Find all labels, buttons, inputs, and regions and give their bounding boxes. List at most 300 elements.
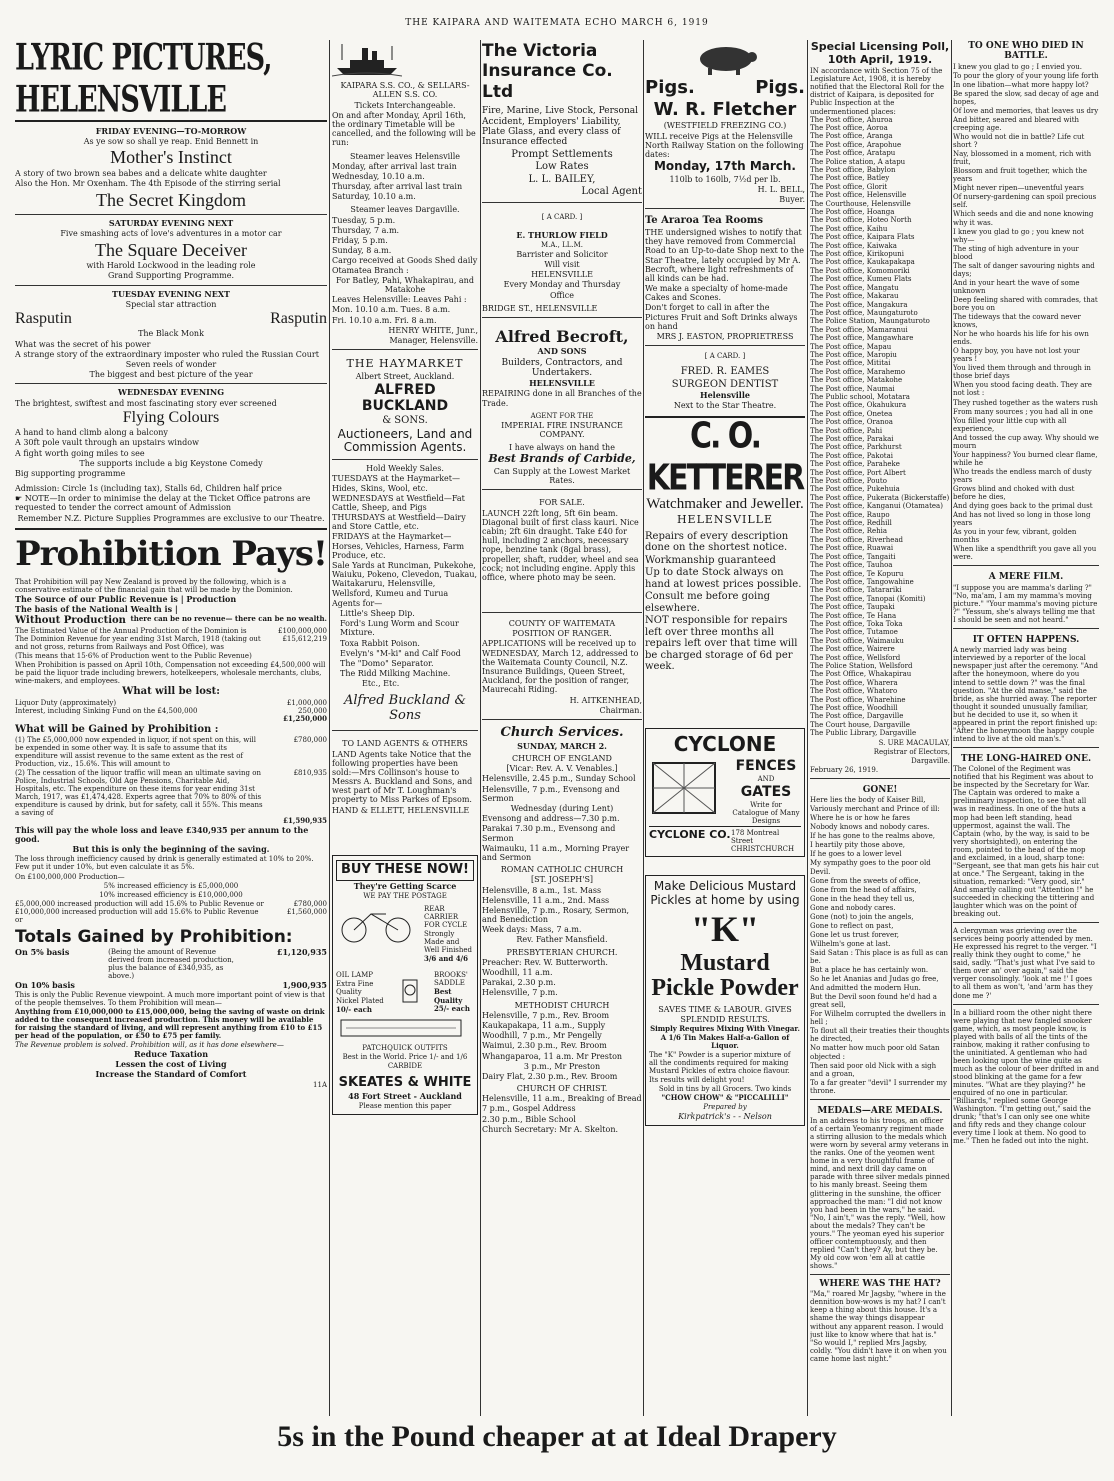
and-sons: AND SONS: [537, 346, 587, 357]
gain2-val: £810,935: [293, 768, 327, 777]
surgeon-line: SURGEON DENTIST: [671, 378, 779, 390]
simply-line: Simply Requires Mixing With Vinegar.: [650, 1023, 800, 1033]
prohibition-title: Prohibition Pays!: [15, 533, 327, 574]
fire-line: Fire, Marine, Live Stock, Personal Accident, Employers' Liability, Plate Glass, and every class of Insurance effected: [482, 106, 638, 148]
poem-line: Of nursery-gardening can spoil precious self.: [953, 193, 1097, 210]
tickets-line: Tickets Interchangeable.: [354, 100, 456, 110]
poem-line: But the Devil soon found he'd had a great sell,: [810, 993, 937, 1010]
polling-place-item: The Post office, Babylon: [810, 166, 896, 174]
helensville-line-2: HELENSVILLE: [529, 378, 595, 389]
gain2-text: (2) The cessation of the liquor traffic will mean an ultimate saving on Police, Industrial Schools, Old Age Pensions, Charitable Aid, Hospitals, etc. The expenditure on these items for year ending 31st March, 1917, was £1,474,428. Experts agree that 70% to 80% of this expenditure is caused by drink, but for safety, call it 55%. This means a saving of: [15, 768, 263, 817]
pigs-right: Pigs.: [755, 77, 805, 98]
polling-place-item: The Post office, Mapau: [810, 342, 892, 351]
loss-line: The loss through inefficiency caused by drink is generally estimated at 10% to 20%. Few put it under 10%, but even calculate it as 5%.: [15, 855, 314, 872]
imperial-line: IMPERIAL FIRE INSURANCE COMPANY.: [501, 420, 623, 440]
bell-name: H. L. BELL,: [757, 185, 805, 195]
bicycle-carrier-icon: [336, 904, 416, 944]
sale-line: WEDNESDAYS at Westfield—Fat Cattle, Sheep, and Pigs: [332, 493, 465, 512]
poem-line: My sympathy goes to the poor old Devil.: [810, 859, 931, 876]
not-resp-line: NOT responsible for repairs left over three months all repairs left over that time will be charged storage of 6d per week.: [645, 615, 798, 673]
poem-line: Which seeds and die and none knowing why it was.: [953, 210, 1094, 227]
poem-line: Grows blind and choked with dust before he dies,: [953, 484, 1075, 502]
prohib-intro: That Prohibition will pay New Zealand is proved by the following, which is a conservative estimate of the financial gain that will be made by the Dominion.: [15, 577, 293, 594]
square-deceiver-title: The Square Deceiver: [95, 239, 247, 260]
cargo-line: Cargo received at Goods Shed daily Otamatea Branch :: [332, 256, 478, 275]
pig-icon: [690, 42, 760, 76]
saturday-heading: SATURDAY EVENING NEXT: [108, 218, 234, 229]
poem-line: Nor he who hoards his life for his own ends.: [953, 330, 1089, 347]
polling-place-item: The Post office, Tutamoe: [810, 628, 898, 637]
when-line: When Prohibition is passed on April 10th, Compensation not exceeding £4,500,000 will be paid the liquor trade including brewers, hotelkeepers, wholesale merchants, clubs, wine-makers, and employees.: [15, 661, 326, 686]
on10-val: 1,900,935: [282, 979, 327, 990]
poem-line: To a far greater "devil" I surrender my throne.: [810, 1078, 947, 1095]
i-have-line: I have always on hand the: [509, 443, 615, 453]
low-line: Low Rates: [535, 161, 589, 173]
polling-place-item: The Post office, Mangatu: [810, 283, 899, 292]
rasputin-line: Seven reels of wonder: [125, 359, 217, 369]
steamer-line: Monday, after arrival last train: [332, 161, 457, 171]
carbide-label: CARBIDE: [387, 1061, 423, 1070]
vicar-line: [Vicar: Rev. A. V. Venables.]: [506, 764, 618, 774]
polling-place-item: The Post office, Mititai: [810, 359, 891, 368]
poem-line: To pour the glory of your young life forth: [953, 71, 1099, 80]
steamer-dargaville: Steamer leaves Dargaville.: [350, 205, 460, 215]
estimated-line: The Estimated Value of the Annual Production of the Dominion is: [15, 626, 247, 635]
poem-line: Where he is or how he fares: [810, 814, 910, 823]
polling-place-item: The Post office, Wharehine: [810, 695, 906, 704]
helensville-line: HELENSVILLE: [531, 270, 593, 280]
poem-line: If he has gone to the realms above,: [810, 832, 936, 841]
totals-heading: Totals Gained by Prohibition:: [15, 926, 293, 947]
preacher-line: Preacher: Rev. W. Butterworth.: [482, 957, 608, 967]
on10-label: On 10% basis: [15, 979, 75, 990]
auctioneers-line: Auctioneers, Land and Commission Agents.: [337, 426, 473, 455]
lamp-desc: Extra Fine Quality Nickel Plated: [336, 980, 384, 1005]
service-line: Woodhill, 7 p.m., Mr Pengelly: [482, 1031, 602, 1041]
only-beginning-line: But this is only the beginning of the saving.: [72, 844, 270, 855]
sale-line: TUESDAYS at the Haymarket—Hides, Skins, Wool, etc.: [332, 474, 460, 493]
remember-line: Remember N.Z. Picture Supplies Programmes are exclusive to our Theatre.: [17, 513, 325, 523]
friday-heading: FRIDAY EVENING—TO-MORROW: [95, 126, 247, 137]
mall-line: M.A., LL.M.: [540, 240, 584, 249]
polling-place-item: The Post office, Taupaki: [810, 603, 895, 612]
polling-place-item: The Police Station, Maungaturoto: [810, 317, 930, 326]
special-poll-heading: Special Licensing Poll, 10th April, 1919.: [810, 40, 950, 66]
land-text: LAND Agents take Notice that the following properties have been sold:—Mrs Collinson's house to Messrs A. Buckland and Sons, and west part of Mr T. Loughman's property to Miss Parkes of Epsom.: [332, 749, 473, 805]
happens-heading: IT OFTEN HAPPENS.: [972, 634, 1080, 645]
polling-place-item: The Police station, A atapu: [810, 157, 906, 166]
polling-place-item: The Post office, Komomoriki: [810, 266, 910, 275]
victoria-title: The Victoria Insurance Co. Ltd: [482, 41, 613, 102]
poem-line: In one libation—what more happy lot?: [953, 80, 1089, 89]
skeates-ad: [332, 855, 478, 1115]
eff10-line: 10% increased efficiency is £10,000,000: [99, 890, 243, 899]
poem-line: And admitted the modern Hun.: [810, 984, 921, 993]
bridge-line: BRIDGE ST., HELENSVILLE: [482, 303, 598, 313]
service-line: Helensville, 7 p.m., Rev. Broom: [482, 1010, 610, 1020]
polling-place-item: The Post office, Aranga: [810, 132, 893, 141]
cyclone-co: CYCLONE CO.: [649, 827, 731, 841]
polling-place-item: The Post office, Port Albert: [810, 468, 906, 477]
agent-item: Little's Sheep Dip.: [340, 608, 415, 618]
polling-place-item: The Post office, Rehia: [810, 527, 888, 536]
mothers-instinct-title: Mother's Instinct: [110, 147, 232, 168]
polling-place-item: The Post office, Tauhoa: [810, 561, 893, 570]
medals-text: In an address to his troops, an officer of a certain Yeomanry regiment made a stirring allusion to the medals which were worn by several army veterans in the ranks. One of the yeomen went home in a very thoughtful frame of mind, and next drill day came on parade with three silver medals pinned to his manly breast. Seeing them glittering in the sunshine, the officer approached the man: "I did not know you had been in the wars," he said. "No, I ain't," was the reply. "Well, how about the medals? They can't be yours." The yeoman eyed his superior officer contemptuously, and then replied "Can't they? Ay, but they be. My old cow won 'em all at cattle shows.": [810, 1117, 950, 1270]
polling-place-item: The Post office, Oranoa: [810, 418, 893, 427]
tuesday-heading: TUESDAY EVENING NEXT: [111, 288, 230, 299]
and-label: AND: [757, 774, 775, 783]
methodist-heading: METHODIST CHURCH: [514, 1000, 610, 1010]
column-insurance-church: [482, 40, 642, 1416]
agents-for: Agents for—: [332, 598, 383, 608]
liquor-duty-val: £1,000,000: [286, 698, 327, 707]
hold-line: Hold Weekly Sales.: [366, 464, 444, 474]
polling-place-item: The Post office, Pouto: [810, 477, 887, 486]
steamer-line: Thursday, 7 a.m.: [332, 225, 400, 235]
agent-item: Ford's Lung Worm and Scour Mixture.: [340, 619, 459, 638]
anything-line: Anything from £10,000,000 to £15,000,000, being the saving of waste on drink added to the consequent increased production. This money will be available for raising the standard of living, and will represent anything from £10 to £15 per head of the population, or £50 to £75 per family.: [15, 1006, 325, 1040]
registrar-line: Registrar of Electors,: [873, 747, 950, 756]
local-agent: Local Agent: [581, 186, 642, 198]
polling-place-item: The Post office, Whatoro: [810, 687, 898, 696]
service-line: Whangaparoa, 11 a.m. Mr Preston: [482, 1051, 623, 1061]
what-gained-heading: What will be Gained by Prohibition :: [15, 723, 219, 735]
film-heading: A MERE FILM.: [988, 572, 1064, 583]
service-line: Waimui, 2.30 p.m., Rev. Broom: [482, 1041, 607, 1051]
masthead: THE KAIPARA AND WAITEMATA ECHO MARCH 6, 1919: [405, 18, 709, 28]
applications-text: APPLICATIONS will be received up to WEDNESDAY, March 12, addressed to the Waitemata County Council, N.Z. Insurance Buildings, Queen Street, Auckland, for the position of ranger, Maurecahi Riding.: [482, 639, 639, 695]
rc-st: [ST. JOSEPH'S]: [530, 875, 594, 885]
on5-note: (Being the amount of Revenue derived from increased production, plus the balance of £340,935, as above.): [108, 948, 234, 981]
service-line: Waimauku, 11 a.m., Morning Prayer and Sermon: [482, 843, 630, 862]
liquor-duty: Liquor Duty (approximately): [15, 698, 117, 707]
tin-line: A 1/6 Tin Makes Half-a-Gallon of Liquor.: [660, 1032, 790, 1050]
poem-line: No matter how much poor old Satan objected :: [810, 1044, 940, 1061]
poem-line: When you stood facing death. They are not lost :: [953, 381, 1092, 398]
pig-price: 110lb to 160lb, 7½d per lb.: [669, 174, 781, 184]
on5-label: On 5% basis: [15, 947, 70, 958]
polling-place-item: The Post office, Makarau: [810, 292, 899, 301]
poem-line: And tossed the cup away. Why should we mourn: [953, 433, 1099, 450]
polling-place-item: The Post office, Glorit: [810, 182, 888, 191]
basis-line: The basis of the National Wealth is |: [15, 604, 178, 615]
poem-line: As you in your few, vibrant, golden months: [953, 528, 1077, 545]
poem-line: Wilhelm's gone at last.: [810, 939, 891, 948]
column-pigs-jeweller: [645, 40, 805, 1416]
poem-line: Here lies the body of Kaiser Bill,: [810, 796, 926, 805]
black-monk: The Black Monk: [138, 329, 204, 339]
also-line: Also the Hon. Mr Oxenham. The 4th Episode of the stirring serial: [15, 179, 281, 189]
wednesday-heading: WEDNESDAY EVENING: [117, 387, 225, 398]
eff5-line: 5% increased efficiency is £5,000,000: [103, 881, 239, 890]
agent-item: The "Domo" Separator.: [340, 658, 434, 668]
polling-place-item: The Post office, Wharera: [810, 678, 898, 687]
only-point-line: This is only the Public Revenue viewpoint. A much more important point of view is that of the people themselves. To them Prohibition will mean—: [15, 990, 325, 1007]
mustard-title: Mustard Pickle Powder: [651, 950, 799, 1002]
on100-line: On £100,000,000 Production—: [15, 872, 125, 881]
polling-place-item: The Post office, Hoanga: [810, 208, 895, 217]
polling-place-item: The Post office, Kaukapakapa: [810, 258, 915, 267]
poem-line: The salt of danger savouring nights and days;: [953, 261, 1095, 278]
flying-line: Big supporting programme: [15, 468, 126, 478]
interest-val: 250,000: [298, 706, 327, 715]
poem-line: So he let Ananias and Judas go free,: [810, 975, 939, 984]
steamship-icon: [332, 40, 402, 78]
polling-place-item: The Post office, Redhill: [810, 519, 892, 528]
ideal-drapery-banner: 5s in the Pound cheaper at at Ideal Drapery: [277, 1420, 837, 1453]
ketterer-name: C. O. KETTERER: [646, 414, 804, 498]
wednesday-desc: The brightest, swiftest and most fascinating story ever screened: [15, 398, 277, 408]
means-line: (This means that 15·6% of Production went to the Public Revenue): [15, 652, 252, 661]
grand-line: Grand Supporting Programme.: [107, 271, 235, 281]
manager-line: Manager, Helensville.: [389, 335, 478, 345]
outfits-desc: Best in the World. Price 1/- and 1/6: [342, 1052, 468, 1061]
revenue-val: £15,612,219: [282, 634, 327, 643]
flying-line: A fight worth going miles to see: [15, 448, 145, 458]
saturday-desc: Five smashing acts of love's adventures in a motor car: [60, 229, 282, 239]
buyer-line: Buyer.: [779, 195, 805, 205]
rasputin-right: Rasputin: [270, 310, 327, 328]
poem-line: When like a spendthrift you gave all you were.: [953, 545, 1097, 562]
instinct-desc: A story of two brown sea babes and a delicate white daughter: [15, 169, 267, 179]
polling-place-item: The Post office, Te Hana: [810, 611, 897, 620]
add10-val: £1,560,000: [286, 907, 327, 916]
polling-place-item: The Post office, Kaiwaka: [810, 241, 897, 250]
make-line: Make Delicious Mustard Pickles at home by using: [650, 879, 800, 907]
poll-date: February 26, 1919.: [810, 765, 879, 774]
for-sale-heading: FOR SALE.: [539, 498, 585, 508]
column-poems-jokes: [953, 40, 1099, 1416]
sunday-line: SUNDAY, MARCH 2.: [517, 740, 607, 751]
service-line: Helensville, 11 a.m., 2nd. Mass: [482, 895, 610, 905]
tea-special: We make a specialty of home-made Cakes and Scones.: [645, 284, 788, 303]
carrier-label: REAR CARRIER FOR CYCLE: [424, 905, 468, 930]
tea-rooms-heading: Te Araroa Tea Rooms: [645, 215, 764, 227]
polling-places-list: [810, 117, 950, 738]
saves-line: SAVES TIME & LABOUR. GIVES SPLENDID RESULTS.: [658, 1005, 792, 1024]
poem-line: And has not lived so long in those long years: [953, 511, 1091, 528]
carrier-desc: Strongly Made and Well Finished: [424, 930, 473, 955]
oil-lamp-label: OIL LAMP: [336, 971, 373, 980]
note-line: [15, 494, 327, 512]
polling-place-item: The Post office, Helensville: [810, 191, 907, 200]
haymarket-heading: THE HAYMARKET: [346, 357, 464, 371]
polling-place-item: The Post office, Marahemo: [810, 367, 906, 376]
poem-line: I knew you glad to go ; I envied you.: [953, 62, 1082, 71]
agent-item: Evelyn's "M-ki" and Calf Food: [340, 648, 461, 658]
poem-line: And bitter, seared and bleared with creeping age.: [953, 115, 1080, 133]
polling-place-item: The Post office, Tangowahine: [810, 577, 914, 586]
polling-place-item: The Police Station, Wellsford: [810, 661, 913, 670]
presb-heading: PRESBYTERIAN CHURCH.: [506, 947, 618, 957]
prompt-line: Prompt Settlements: [511, 148, 613, 160]
for-batley: For Batley, Pahi, Whakapirau, and Matakohe: [336, 275, 474, 294]
poem-line: Deep feeling shared with comrades, that bore you on: [953, 295, 1098, 312]
card-label-2: [ A CARD. ]: [704, 352, 746, 361]
sale-line: THURSDAYS at Westfield—Dairy and Store Cattle, etc.: [332, 513, 466, 532]
every-line: Every Monday and Thursday: [503, 280, 621, 290]
poem-line: And in your heart the wave of some unknown: [953, 278, 1080, 295]
agent-item: Toxa Rabbit Poison.: [340, 638, 420, 648]
fletcher-name: W. R. Fletcher: [653, 98, 797, 120]
add5-val: £780,000: [293, 899, 327, 908]
poem-line: You filled your little cup with all experience,: [953, 416, 1067, 433]
poem-line: Then said poor old Nick with a sigh and a groan,: [810, 1061, 937, 1078]
poem-line: But a place he has certainly won.: [810, 966, 929, 975]
polling-place-item: The Post office, Matakohe: [810, 376, 903, 385]
poem-line: And dying goes back to the primal dust: [953, 502, 1093, 511]
prepared-line: Prepared by: [703, 1103, 747, 1112]
gates-label: GATES: [740, 783, 792, 800]
service-line: Helensville, 7 p.m., Evensong and Sermon: [482, 784, 620, 803]
polling-place-item: The Post office, Arapohue: [810, 140, 902, 149]
column-shipping-auction: [332, 40, 478, 1416]
land-agents-heading: TO LAND AGENTS & OTHERS: [342, 739, 468, 749]
polling-place-item: The Post office, Kirikopuni: [810, 250, 905, 259]
service-line: Rev. Father Mansfield.: [516, 935, 608, 945]
polling-place-item: The Post office, Kumeu Flats: [810, 275, 912, 284]
steamer-line: Tuesday, 5 p.m.: [332, 215, 396, 225]
service-line: Woodhill, 11 a.m.: [482, 968, 553, 978]
polling-place-item: The Post office, Waimauku: [810, 636, 904, 645]
service-line: Week days: Mass, 7 a.m.: [482, 925, 582, 935]
poem-line: Blossom and fruit together, which the years: [953, 167, 1087, 184]
polling-place-item: The Post office, Pukerata (Bickerstaffe): [810, 493, 950, 502]
secret-kingdom-title: The Secret Kingdom: [96, 189, 246, 210]
helensville-line-3: Helensville: [700, 390, 750, 401]
lost-total: £1,250,000: [283, 713, 327, 723]
without-production: Without Production: [15, 615, 126, 627]
barrister-line: Barrister and Solicitor: [516, 249, 608, 259]
reduce-line: Reduce Taxation: [133, 1049, 209, 1060]
polling-place-item: The Post office, Mamaranui: [810, 325, 908, 334]
sale-yards: Sale Yards at Runciman, Pukekohe, Waiuku, Pokeno, Clevedon, Tuakau, Waitakaruru, Helensville, Wellsford, Kumeu and Turua: [332, 561, 478, 598]
poem-line: Gone let us trust forever,: [810, 930, 899, 939]
rasputin-line: A strange story of the extraordinary imposter who ruled the Russian Court: [15, 349, 319, 359]
service-line: Kaukapakapa, 11 a.m., Supply: [482, 1020, 606, 1030]
battle-poem: [953, 63, 1099, 562]
billiard-text: In a billiard room the other night there were playing that new fangled snooker game, which, as most people know, is played with balls of all the tints of the rainbow, making it rather confusing to the uninitiated. A gentleman who had been looking upon the wine quite as much as the colour of beer drifted in and stood blinking at the game for a few minutes. "What are they playing?" he enquired of no one in particular. "Billiards," replied some George Washington. "I'm getting out," said the drunk; "that's I can only see one white and fifty reds and they change colour every time I look at them. No good to me." Then he faded out into the night.: [953, 1008, 1099, 1146]
poem-line: Might never ripen—uneventful years: [953, 184, 1084, 193]
clergyman-text: A clergyman was grieving over the services being poorly attended by men. He expressed his regret to the verger. "I really think they ought to come," he said, sadly. "That's just what I've said to them over an' over again," said the verger consolingly. 'look at me !' I goes to all them as won't, 'and 'arm has they done me ?': [953, 927, 1097, 1000]
long-haired-text: The Colonel of the Regiment was notified that his Regiment was about to be inspected by the Secretary for War. The Captain was ordered to make a preliminary inspection, to see that all was in readiness. In one of the huts a mop had been left standing, head uppermost, against the wall. The Captain (who, by the way, is said to be very shortsighted), on entering the room, pointed to the head of the mop and exclaimed, in a loud, sharp tone: "Sergeant, see that man gets his hair cut at once." The Sergeant, taking in the situation, remarked: "Very good, sir." And smartly calling out "Attention !" he succeeded in checking the tittering and laughter which was on the point of breaking out.: [953, 765, 1099, 919]
henry-white: HENRY WHITE, Junr.,: [388, 325, 478, 335]
gain1-text: (1) The £5,000,000 now expended in liquor, if not spent on this, will be expended in some other way. It is safe to assume that its expenditure will assist revenue to the same extent as the rest of Production, viz., 15.6%. This will amount to: [15, 736, 256, 769]
lockwood-line: with Harold Lockwood in the leading role: [86, 261, 256, 271]
becroft-name: Alfred Becroft,: [495, 326, 629, 346]
poem-line: Nay, blossomed in a moment, rich with fruit,: [953, 150, 1092, 167]
poem-line: Gone (not) to join the angels,: [810, 912, 914, 921]
poem-line: The sting of high adventure in your blood: [953, 244, 1079, 261]
next-star: Next to the Star Theatre.: [673, 401, 777, 411]
fences-label: FENCES: [735, 757, 797, 774]
poem-line: The tideways that the coward never knows,: [953, 313, 1081, 330]
flying-line: A hand to hand climb along a balcony: [15, 428, 168, 438]
polling-place-item: The Post office, Paraheke: [810, 460, 900, 469]
gain-total: £1,590,935: [283, 815, 327, 825]
lyric-title: LYRIC PICTURES, HELENSVILLE: [15, 40, 272, 121]
polling-place-item: The Post office, Maropiu: [810, 350, 897, 359]
in-accordance: IN accordance with Section 75 of the Legislature Act, 1908, it is hereby notified that the Electoral Roll for the district of Kaipara, is deposited for Public Inspection at the undermentioned places:: [810, 67, 944, 116]
polling-place-item: The Courthouse, Helensville: [810, 199, 911, 208]
poem-line: Gone from the sweets of office,: [810, 876, 921, 885]
service-line: Parakai, 2.30 p.m.: [482, 978, 556, 988]
polling-place-item: The Post office, Onetea: [810, 409, 893, 418]
kirkpatrick-line: Kirkpatrick's - - Nelson: [678, 1112, 772, 1122]
results-line: Its results will delight you!: [649, 1076, 745, 1085]
leaves-line: Fri. 10.10 a.m. Fri. 8 a.m.: [332, 315, 437, 325]
cyclone-ad: [645, 728, 805, 858]
poem-line: If he goes to a lower level: [810, 850, 902, 859]
bailey-name: L. L. BAILEY,: [528, 173, 596, 185]
poem-line: Gone in the head they tell us,: [810, 894, 915, 903]
service-line: Helensville, 2.45 p.m., Sunday School: [482, 774, 636, 784]
agent-item: The Ridd Milking Machine.: [340, 669, 451, 679]
polling-place-item: The Post office, Mangawhare: [810, 334, 914, 343]
polling-place-item: The Post office, Aoroa: [810, 123, 888, 132]
will-receive: WILL receive Pigs at the Helensville North Railway Station on the following dates:: [645, 131, 804, 159]
without-right: there can be no revenue— there can be no wealth.: [130, 614, 327, 624]
polling-place-item: The Public Library, Dargaville: [810, 729, 917, 738]
polling-place-item: The Post office, Riverhead: [810, 535, 904, 544]
polling-place-item: The Post Office, Whakapirau: [810, 670, 912, 679]
westfield-line: (WESTFIELD FREEZING CO.): [663, 121, 787, 131]
ad-code: 11A: [313, 1080, 327, 1089]
watchmaker-line: Watchmaker and Jeweller.: [646, 495, 804, 512]
polling-place-item: The Post office, Naumai: [810, 384, 895, 393]
poem-line: Who would not die in battle? Life cut short ?: [953, 133, 1085, 150]
polling-place-item: The Post office, Kanganui (Otamatea): [810, 502, 943, 511]
polling-place-item: The Post office, Tangaiti: [810, 552, 896, 561]
leaves-line: Mon. 10.10 a.m. Tues. 8 a.m.: [332, 305, 451, 315]
steamer-line: Wednesday, 10.10 a.m.: [332, 171, 425, 181]
eames-name: FRED. R. EAMES: [680, 366, 770, 378]
poem-line: I heartily pity those above,: [810, 841, 906, 850]
church-services-heading: Church Services.: [500, 724, 624, 740]
poem-line: Gone from the head of affairs,: [810, 885, 917, 894]
polling-place-item: The Post office, Parkhurst: [810, 443, 902, 452]
buckland-name: ALFRED BUCKLAND: [361, 381, 449, 414]
k-brand: "K": [691, 908, 759, 949]
polling-place-item: The Post office, Hoteo North: [810, 216, 912, 225]
service-line: Helensville, 7 p.m.: [482, 988, 558, 998]
rasputin-line: What was the secret of his power: [15, 339, 151, 349]
on-and-after: On and after Monday, April 16th, the ordinary Timetable will be cancelled, and the following will be run:: [332, 110, 476, 148]
service-line: Dairy Flat, 2.30 p.m., Rev. Broom: [482, 1071, 618, 1081]
coe-heading: CHURCH OF ENGLAND: [512, 754, 612, 764]
poem-line: To flout all their treaties their thoughts he directed,: [810, 1027, 950, 1044]
flying-colours-title: Flying Colours: [122, 408, 220, 426]
poem-line: From many sources ; you had all in one: [953, 407, 1093, 416]
polling-place-item: The Post office, Te Kopuru: [810, 569, 904, 578]
service-line: 2.30 p.m., Bible School: [482, 1114, 576, 1124]
poem-line: You lived them through and through in those brief days: [953, 364, 1091, 381]
consult-line: Consult me before going elsewhere.: [645, 591, 771, 614]
rasputin-line: The biggest and best picture of the year: [89, 370, 253, 380]
service-line: Helensville, 8 a.m., 1st. Mass: [482, 885, 602, 895]
repairs-line: Repairs of every description done on the shortest notice.: [645, 530, 789, 554]
polling-place-item: The Post office, Ruawai: [810, 544, 894, 553]
polling-place-item: The Post office, Mangakura: [810, 300, 908, 309]
will-pay-line: This will pay the whole loss and leave £340,935 per annum to the good.: [15, 824, 309, 845]
admission-line: Admission: Circle 1s (including tax), Stalls 6d, Children half price: [15, 484, 282, 494]
poem-line: Said Satan : This place is as full as can be.: [810, 948, 949, 965]
polling-place-item: The Post office, Pukehuia: [810, 485, 900, 494]
hat-text: "Ma," roared Mr Jagsby, "where in the dennition bow-wows is my hat? I can't keep a thing about this house. It's a shame the way things disappear without any apparent reason. I would just like to know where that hat is." "So would I," replied Mrs Jagsby, coldly. "You didn't have it on when you came home last night.": [810, 1290, 947, 1363]
tea-text: THE undersigned wishes to notify that they have removed from Commercial Road to an Up-to-date Shop next to the Star Theatre, lately occupied by Mr A. Becroft, where light refreshments of all kinds can be had.: [645, 227, 804, 283]
fort-street: 48 Fort Street - Auckland: [348, 1090, 462, 1101]
